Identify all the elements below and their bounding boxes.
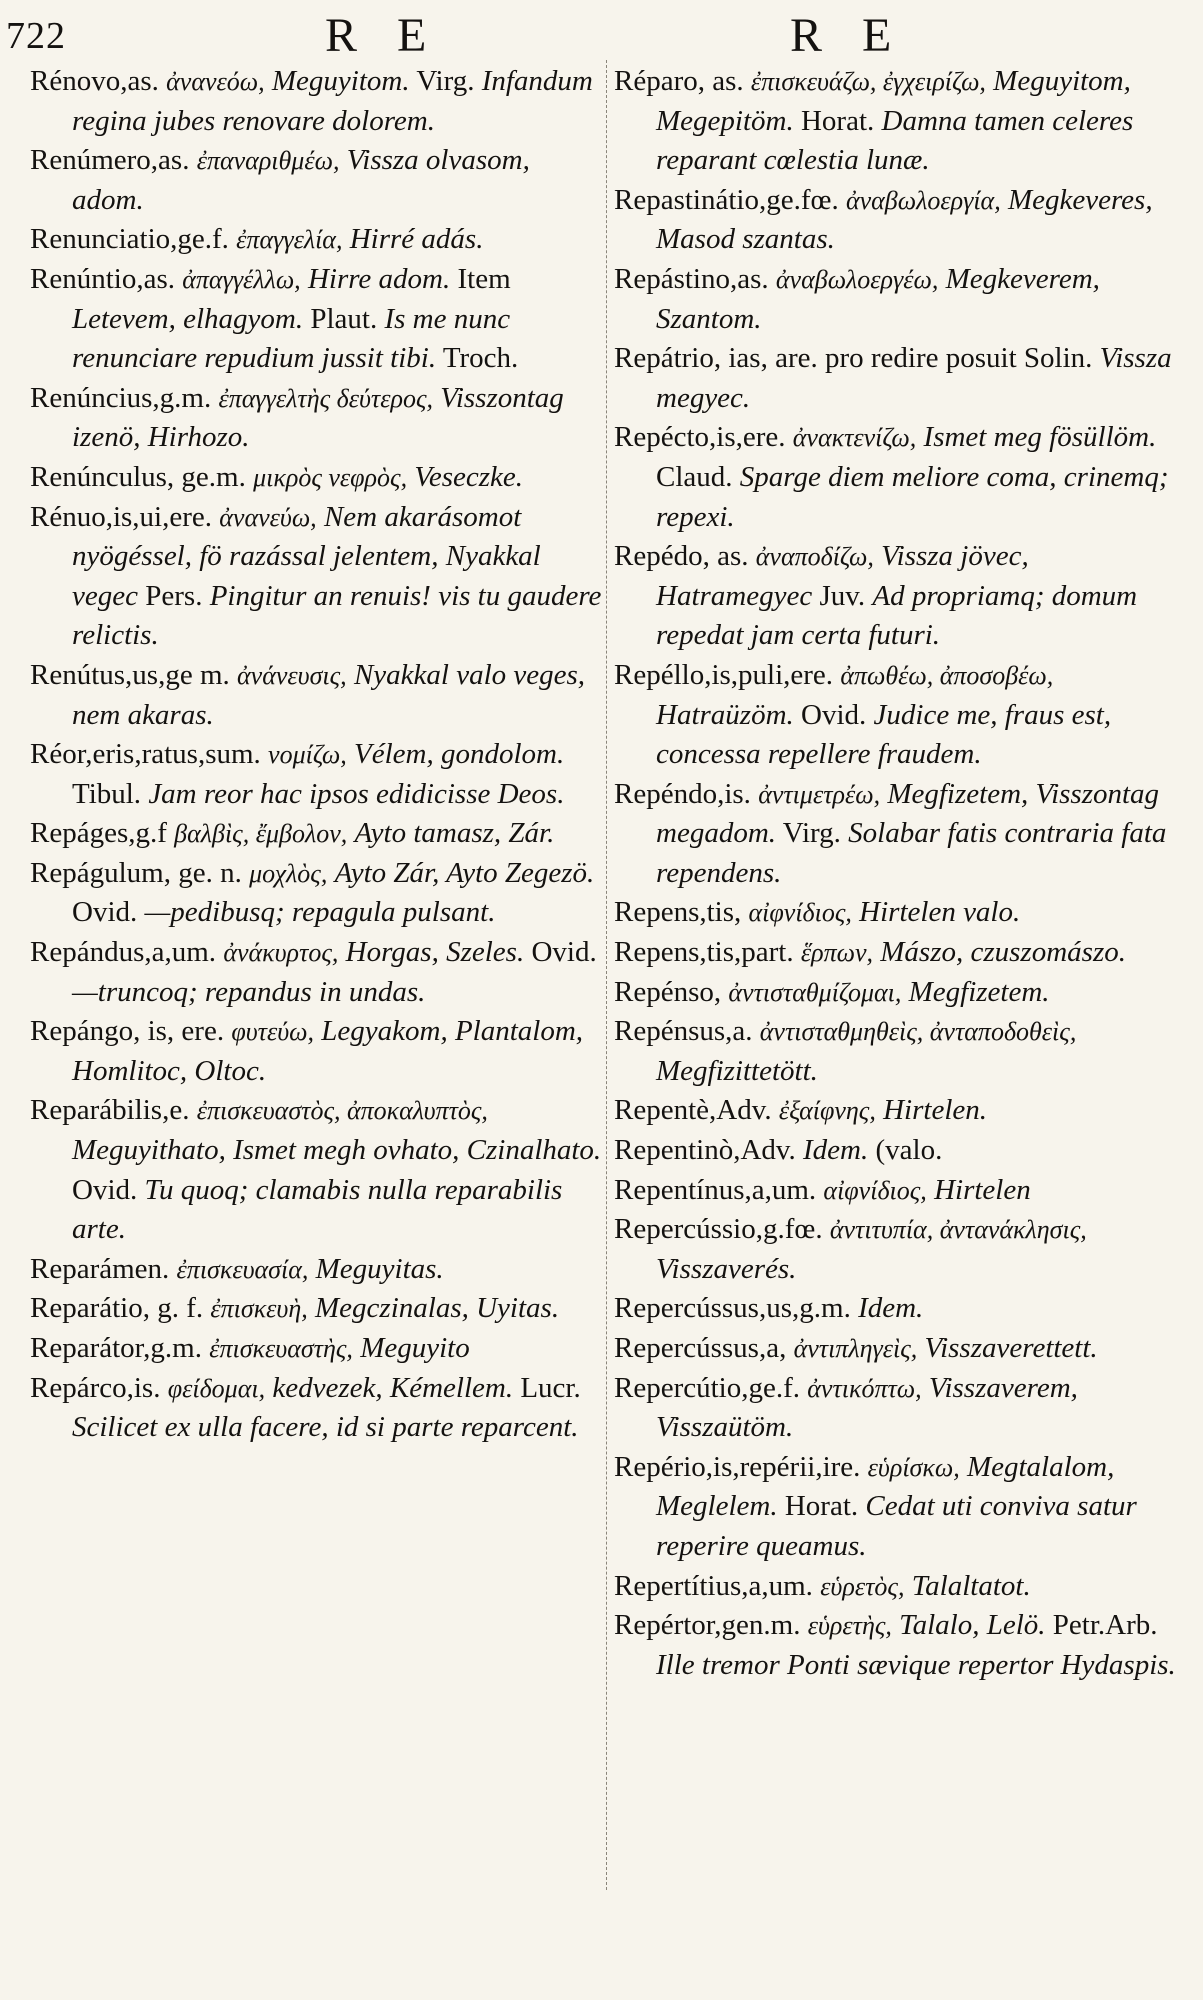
headword: Renúntio,as. [30, 262, 175, 295]
hungarian-gloss: Visszontag izenö, Hirhozo. [72, 381, 564, 454]
headword: Repercútio,ge.f. [614, 1371, 801, 1404]
author-citation: Item [457, 262, 511, 295]
trailing-note: Troch. [442, 342, 519, 375]
headword: Repénsus,a. [614, 1015, 753, 1048]
headword: Réparo, as. [614, 65, 744, 97]
dictionary-entry [614, 1369, 1180, 1448]
greek-gloss: ἀπωθέω, ἀποσοβέω, [840, 660, 1054, 690]
headword: Renúmero,as. [30, 144, 190, 177]
greek-gloss: ἕρπων, [800, 938, 874, 968]
latin-quote: Pingitur an renuis! vis tu gaudere relictis. [72, 579, 602, 652]
headword: Repério,is,repérii,ire. [614, 1450, 861, 1483]
greek-gloss: αἰφνίδιος, [748, 898, 852, 928]
author-citation: Horat. [784, 1490, 859, 1523]
author-citation: Lucr. [520, 1371, 581, 1404]
dictionary-entry [30, 498, 608, 656]
dictionary-entry [30, 1012, 608, 1091]
hungarian-gloss: Talalo, Lelö. [899, 1609, 1046, 1642]
dictionary-entry [30, 854, 608, 933]
hungarian-gloss: Megkeverem, Szantom. [656, 262, 1100, 335]
hungarian-gloss: Megkeveres, Masod szantas. [656, 183, 1153, 256]
dictionary-entry [30, 62, 608, 141]
dictionary-entry [614, 181, 1180, 260]
headword: Repercússus,a, [614, 1332, 787, 1364]
author-citation: Petr.Arb. [1052, 1609, 1158, 1642]
greek-gloss: εὑρετὸς, [820, 1571, 905, 1601]
greek-gloss: ἐξαίφνης, [778, 1096, 876, 1126]
headword: Repercússio,g.fœ. [614, 1213, 823, 1246]
greek-gloss: ἐπισκευαστὸς, ἀποκαλυπτὸς, [196, 1096, 488, 1126]
dictionary-entry [30, 1091, 608, 1249]
left-column [30, 62, 608, 1448]
author-citation: Plaut. [310, 302, 378, 335]
greek-gloss: ἀντικόπτω, [807, 1373, 922, 1403]
hungarian-gloss: Ayto tamasz, Zár. [354, 817, 555, 850]
headword: Repátrio, ias, are. [614, 342, 818, 375]
headword: Rénuo,is,ui,ere. [30, 500, 213, 533]
greek-gloss: νομίζω, [268, 740, 347, 770]
greek-gloss: ἀναβωλοεργέω, [775, 264, 939, 294]
hungarian-gloss: Meguyitas. [315, 1252, 444, 1285]
greek-gloss: ἐπισκευὴ, [210, 1294, 308, 1324]
headword: Rénovo,as. [30, 65, 159, 97]
headword: Repens,tis, [614, 896, 742, 929]
running-head-left: R E [325, 9, 441, 62]
greek-gloss: ἀντισταθμίζομαι, [728, 977, 902, 1007]
headword: Repentínus,a,um. [614, 1173, 817, 1206]
headword: Renútus,us,ge m. [30, 658, 230, 691]
author-citation: Ovid. [801, 698, 867, 731]
dictionary-entry [30, 656, 608, 735]
dictionary-entry [614, 537, 1180, 656]
dictionary-entry [614, 1210, 1180, 1289]
greek-gloss: ἐπαναριθμέω, [196, 146, 340, 176]
latin-quote: —truncoq; repandus in undas. [72, 975, 426, 1008]
dictionary-entry [30, 1250, 608, 1290]
author-citation: Claud. [656, 460, 733, 493]
hungarian-gloss: Horgas, Szeles. [345, 936, 525, 969]
headword: Reparámen. [30, 1252, 170, 1285]
headword: Repángo, is, ere. [30, 1015, 225, 1048]
hungarian-gloss: Mászo, czuszomászo. [880, 936, 1126, 969]
headword: Repéndo,is. [614, 777, 751, 810]
dictionary-entry [614, 1448, 1180, 1567]
latin-quote: Ad propriamq; domum repedat jam certa futuri. [656, 579, 1138, 652]
headword: Repertítius,a,um. [614, 1569, 813, 1602]
latin-quote: Scilicet ex ulla facere, id si parte reparcent. [72, 1411, 579, 1444]
latin-quote: Tu quoq; clamabis nulla reparabilis arte. [72, 1173, 563, 1246]
dictionary-entry [614, 893, 1180, 933]
greek-gloss: αἰφνίδιος, [823, 1175, 927, 1205]
headword: Repénso, [614, 975, 722, 1008]
dictionary-entry [614, 973, 1180, 1013]
latin-quote: Solabar fatis contraria fata rependens. [656, 817, 1167, 889]
dictionary-entry [614, 775, 1180, 894]
greek-gloss: ἀνακτενίζω, [792, 423, 917, 453]
hungarian-gloss: Meguyito [360, 1332, 470, 1364]
headword: Renúnculus, ge.m. [30, 460, 246, 493]
hungarian-gloss: Meguyitom, Megepitöm. [656, 65, 1131, 137]
latin-quote: Letevem, elhagyom. [72, 302, 304, 335]
dictionary-entry [614, 1171, 1180, 1211]
running-head-right: R E [790, 9, 906, 62]
greek-gloss: ἐπαγγελτὴς δεύτερος, [218, 383, 434, 413]
dictionary-entry [614, 1131, 1180, 1171]
headword: Repentè,Adv. [614, 1094, 772, 1127]
hungarian-gloss: Veseczke. [414, 460, 524, 493]
dictionary-entry [614, 1329, 1180, 1369]
headword: Repercússus,us,g.m. [614, 1292, 851, 1325]
dictionary-entry [30, 458, 608, 498]
hungarian-gloss: Megfizetem. [908, 975, 1050, 1008]
hungarian-gloss: Meguyitom. [271, 65, 410, 97]
dictionary-entry [30, 735, 608, 814]
page-header [0, 8, 1203, 68]
author-citation: Ovid. [72, 896, 138, 929]
hungarian-gloss: Megfizetem, Visszontag megadom. [656, 777, 1160, 850]
headword: Réor,eris,ratus,sum. [30, 738, 261, 771]
dictionary-entry [614, 1091, 1180, 1131]
dictionary-entry [614, 418, 1180, 537]
greek-gloss: ἐπισκευαστὴς, [209, 1334, 353, 1363]
hungarian-gloss: Visszaverés. [656, 1252, 797, 1285]
dictionary-entry [614, 1567, 1180, 1607]
latin-quote: —pedibusq; repagula pulsant. [144, 896, 496, 929]
hungarian-gloss: Hirré adás. [349, 223, 484, 256]
hungarian-gloss: Vissza olvasom, adom. [72, 144, 530, 216]
latin-quote: Vissza megyec. [656, 342, 1172, 414]
headword: Repáges,g.f [30, 817, 167, 850]
dictionary-entry [30, 1369, 608, 1448]
greek-gloss: βαλβὶς, ἔμβολον, [174, 819, 348, 849]
latin-quote: Cedat uti conviva satur reperire queamus. [656, 1490, 1137, 1562]
hungarian-gloss: Meguyithato, Ismet megh ovhato, Czinalhato. [72, 1134, 602, 1167]
headword: Reparátor,g.m. [30, 1332, 202, 1364]
dictionary-entry [614, 933, 1180, 973]
headword: Repéllo,is,puli,ere. [614, 658, 834, 691]
hungarian-gloss: Visszaverem, Visszaütöm. [656, 1371, 1078, 1444]
greek-gloss: ἀνάκυρτος, [223, 938, 339, 968]
greek-gloss: ἀπαγγέλλω, [182, 264, 301, 294]
greek-gloss: ἐπισκευάζω, ἐγχειρίζω, [750, 67, 986, 96]
dictionary-entry [614, 62, 1180, 181]
greek-gloss: ἐπαγγελία, [236, 225, 343, 255]
dictionary-entry [30, 814, 608, 854]
greek-gloss: ἀνανεόω, [166, 67, 265, 96]
hungarian-gloss: Idem. [803, 1134, 869, 1167]
headword: Renúncius,g.m. [30, 381, 212, 414]
headword: Repárco,is. [30, 1371, 161, 1404]
headword: Repándus,a,um. [30, 936, 217, 969]
dictionary-entry [30, 1289, 608, 1329]
author-citation: Ovid. [72, 1173, 138, 1206]
greek-gloss: εὑρετὴς, [807, 1611, 892, 1641]
latin-quote: Sparge diem meliore coma, crinemq; repexi. [656, 460, 1169, 533]
dictionary-entry [614, 260, 1180, 339]
headword: Repastinátio,ge.fœ. [614, 183, 839, 216]
greek-gloss: ἀναβωλοεργία, [845, 185, 1001, 215]
greek-gloss: ἀντισταθμηθεὶς, ἀνταποδοθεὶς, [759, 1017, 1077, 1047]
dictionary-entry [614, 656, 1180, 775]
hungarian-gloss: Vissza jövec, Hatramegyec [656, 540, 1029, 612]
hungarian-gloss: Ayto Zár, Ayto Zegezö. [334, 856, 595, 889]
headword: Repens,tis,part. [614, 936, 794, 969]
author-citation: Horat. [800, 104, 875, 137]
greek-gloss: μοχλὸς, [249, 858, 328, 888]
headword: Reparátio, g. f. [30, 1292, 204, 1325]
right-column [614, 62, 1180, 1685]
hungarian-gloss: Megczinalas, Uyitas. [315, 1292, 560, 1325]
headword: Repértor,gen.m. [614, 1609, 801, 1642]
greek-gloss: ἀνάνευσις, [237, 660, 347, 690]
headword: Repédo, as. [614, 540, 749, 573]
latin-quote: Judice me, fraus est, concessa repellere fraudem. [656, 698, 1112, 771]
hungarian-gloss: Vélem, gondolom. [354, 738, 565, 771]
headword: Repágulum, ge. n. [30, 856, 242, 889]
hungarian-gloss: Visszaverettett. [924, 1332, 1098, 1364]
hungarian-gloss: Nem akarásomot nyögéssel, fö razással jelentem, Nyakkal vegec [72, 500, 541, 612]
hungarian-gloss: Legyakom, Plantalom, Homlitoc, Oltoc. [72, 1015, 584, 1087]
dictionary-entry [30, 220, 608, 260]
author-citation: (valo. [875, 1134, 943, 1167]
headword: Reparábilis,e. [30, 1094, 190, 1127]
author-citation: Virg. [416, 65, 475, 97]
headword: Repástino,as. [614, 262, 769, 295]
greek-gloss: ἀναποδίζω, [755, 542, 874, 572]
headword: Renunciatio,ge.f. [30, 223, 229, 256]
dictionary-entry [614, 339, 1180, 418]
dictionary-entry [30, 260, 608, 379]
greek-gloss: μικρὸς νεφρὸς, [253, 462, 408, 492]
greek-gloss: ἀντιπληγεὶς, [793, 1334, 918, 1363]
dictionary-entry [30, 141, 608, 220]
greek-gloss: εὑρίσκω, [867, 1452, 960, 1482]
greek-gloss: φυτεύω, [231, 1017, 315, 1047]
dictionary-entry [30, 933, 608, 1012]
dictionary-entry [614, 1289, 1180, 1329]
hungarian-gloss: Ismet meg fösüllöm. [923, 421, 1157, 454]
author-citation: Juv. [819, 579, 866, 612]
hungarian-gloss: Hatraüzöm. [656, 698, 794, 731]
latin-quote: Infandum regina jubes renovare dolorem. [72, 65, 593, 137]
dictionary-entry [30, 1329, 608, 1369]
greek-gloss: ἀνανεύω, [219, 502, 317, 532]
hungarian-gloss: kedvezek, Kémellem. [272, 1371, 514, 1404]
hungarian-gloss: Hirtelen. [883, 1094, 988, 1127]
latin-quote: Jam reor hac ipsos edidicisse Deos. [148, 777, 565, 810]
dictionary-entry [614, 1012, 1180, 1091]
latin-quote: Ille tremor Ponti sævique repertor Hydaspis. [656, 1648, 1176, 1681]
author-citation: Tibul. [72, 777, 142, 810]
hungarian-gloss: Hirtelen valo. [859, 896, 1021, 929]
greek-gloss: ἀντιμετρέω, [758, 779, 881, 809]
author-citation: Pers. [145, 579, 203, 612]
hungarian-gloss: Nyakkal valo veges, nem akaras. [72, 658, 586, 731]
latin-quote: Damna tamen celeres reparant cœlestia lunæ. [656, 104, 1134, 177]
headword: Repentinò,Adv. [614, 1134, 796, 1167]
dictionary-entry [30, 379, 608, 458]
greek-gloss: ἀντιτυπία, ἀντανάκλησις, [829, 1215, 1087, 1245]
latin-quote: Is me nunc renunciare repudium jussit tibi. [72, 302, 511, 375]
hungarian-gloss: Megtalalom, Meglelem. [656, 1450, 1115, 1523]
hungarian-gloss: Megfizittetött. [656, 1054, 818, 1087]
hungarian-gloss: Hirtelen [934, 1173, 1031, 1206]
dictionary-entry [614, 1606, 1180, 1685]
page-number: 722 [6, 15, 66, 57]
author-citation: pro redire posuit Solin. [824, 342, 1093, 375]
author-citation: Virg. [782, 817, 841, 850]
hungarian-gloss: Hirre adom. [307, 262, 451, 295]
hungarian-gloss: Talaltatot. [911, 1569, 1031, 1602]
hungarian-gloss: Idem. [858, 1292, 924, 1325]
greek-gloss: φείδομαι, [167, 1373, 266, 1403]
headword: Repécto,is,ere. [614, 421, 786, 454]
greek-gloss: ἐπισκευασία, [176, 1254, 309, 1284]
author-citation: Ovid. [531, 936, 597, 969]
